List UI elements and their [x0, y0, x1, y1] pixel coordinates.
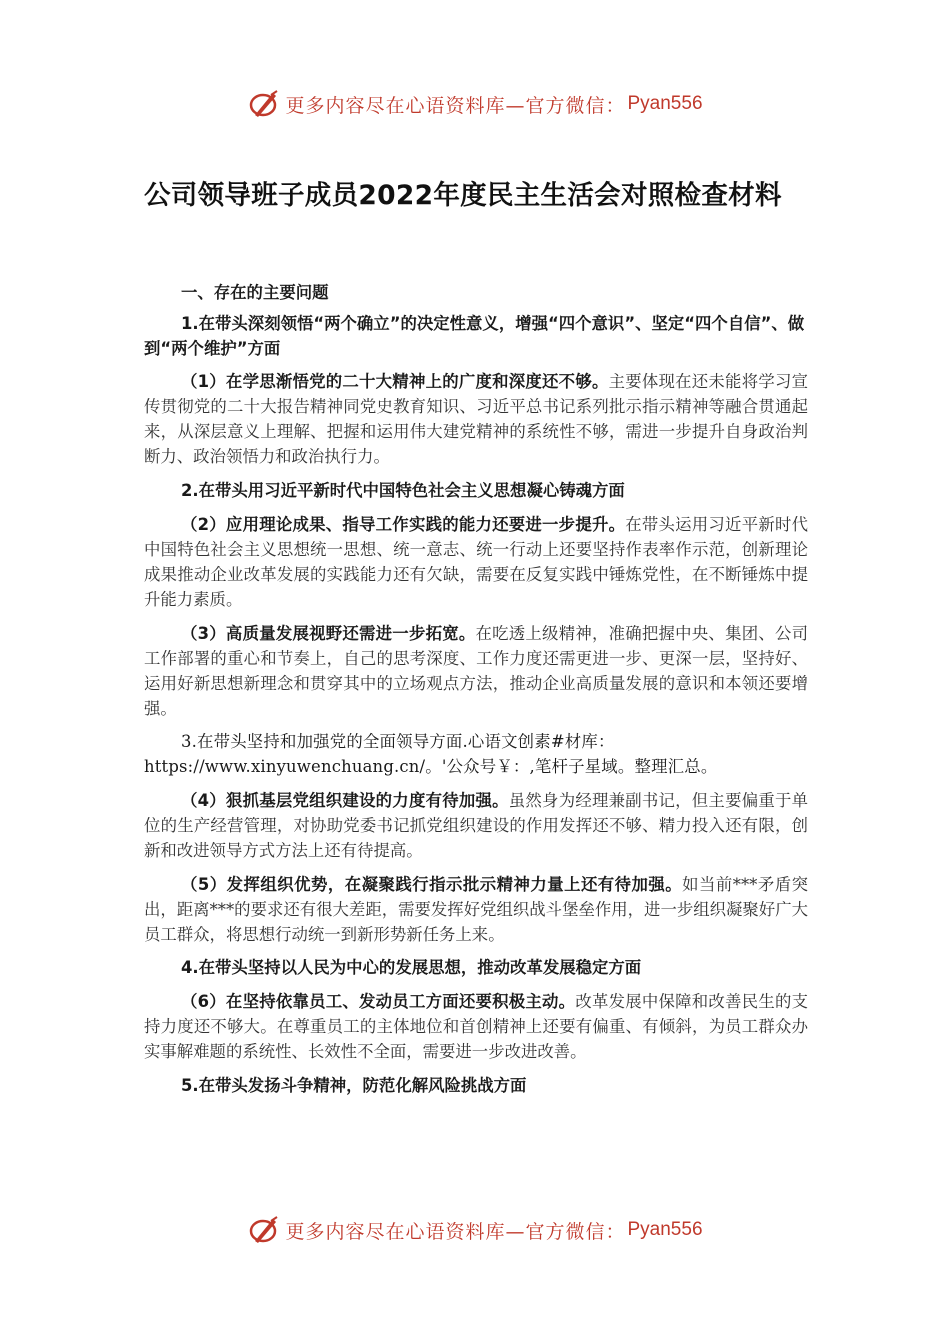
- paragraph-6-body: 改革发展中保障和改善民生的支持力度还不够大。在尊重员工的主体地位和首创精神上还要有偏重、有倾斜，为员工群众办实事解难题的系统性、长效性不全面，需要进一步改进改善。: [144, 992, 809, 1061]
- paragraph-3-lead: （3）高质量发展视野还需进一步拓宽。: [181, 624, 476, 643]
- paragraph-3-body: 在吃透上级精神，准确把握中央、集团、公司工作部署的重心和节奏上，自己的思考深度、工作力度还需更进一步、更深一层，坚持好、运用好新思想新理念和贯穿其中的立场观点方法，推动企业高质量发展的意识和本领还要增强。: [144, 624, 809, 718]
- paragraph-4-lead: （4）狠抓基层党组织建设的力度有待加强。: [181, 791, 509, 810]
- banner-handle: Pyan556: [627, 1219, 703, 1240]
- section-heading: 一、存在的主要问题: [181, 283, 329, 302]
- document-body: [144, 280, 808, 1098]
- paragraph-5: [144, 872, 808, 947]
- item-2-heading: 2.在带头用习近平新时代中国特色社会主义思想凝心铸魂方面: [181, 481, 625, 500]
- paragraph-1-body: 主要体现在还未能将学习宣传贯彻党的二十大报告精神同党史教育知识、习近平总书记系列批示指示精神等融合贯通起来，从深层意义上理解、把握和运用伟大建党精神的系统性不够，需进一步提升自身政治判断力、政治领悟力和政治执行力。: [144, 372, 808, 466]
- paragraph-5-body: 如当前***矛盾突出，距离***的要求还有很大差距，需要发挥好党组织战斗堡垒作用，进一步组织凝聚好广大员工群众，将思想行动统一到新形势新任务上来。: [144, 875, 808, 944]
- paragraph-4-body: 虽然身为经理兼副书记，但主要偏重于单位的生产经营管理，对协助党委书记抓党组织建设的作用发挥还不够、精力投入还有限，创新和改进领导方式方法上还有待提高。: [144, 791, 809, 860]
- item-4-heading: 4.在带头坚持以人民为中心的发展思想，推动改革发展稳定方面: [181, 958, 642, 977]
- paragraph-6-lead: （6）在坚持依靠员工、发动员工方面还要积极主动。: [181, 992, 576, 1011]
- banner-text: 更多内容尽在心语资料库—官方微信：: [285, 1220, 626, 1243]
- banner-text: 更多内容尽在心语资料库—官方微信：: [285, 94, 626, 117]
- quill-pen-logo-icon: [247, 1213, 281, 1247]
- paragraph-2-lead: （2）应用理论成果、指导工作实践的能力还要进一步提升。: [181, 515, 626, 534]
- item-1-heading: 1.在带头深刻领悟“两个确立”的决定性意义，增强“四个意识”、坚定“四个自信”、做到“两个维护”方面: [144, 314, 805, 358]
- header-watermark-banner: [0, 84, 950, 124]
- paragraph-2-body: 在带头运用习近平新时代中国特色社会主义思想统一思想、统一意志、统一行动上还要坚持作表率作示范，创新理论成果推动企业改革发展的实践能力还有欠缺，需要在反复实践中锤炼党性，在不断锤炼中提升能力素质。: [144, 515, 809, 609]
- paragraph-5-lead: （5）发挥组织优势，在凝聚践行指示批示精神力量上还有待加强。: [181, 875, 683, 894]
- item-5-heading: 5.在带头发扬斗争精神，防范化解风险挑战方面: [181, 1076, 527, 1095]
- quill-pen-logo-icon: [247, 87, 281, 121]
- paragraph-4: [144, 788, 808, 863]
- paragraph-2: [144, 512, 808, 612]
- paragraph-3: [144, 621, 808, 721]
- footer-watermark-banner: [0, 1210, 950, 1250]
- paragraph-1: [144, 369, 808, 469]
- item-3-heading: 3.在带头坚持和加强党的全面领导方面.心语文创素#材库：https://www.xinyuwenchuang.cn/。'公众号￥：,笔杆子星域。整理汇总。: [144, 732, 718, 776]
- paragraph-1-lead: （1）在学思渐悟党的二十大精神上的广度和深度还不够。: [181, 372, 609, 391]
- banner-handle: Pyan556: [627, 93, 703, 114]
- paragraph-6: [144, 989, 808, 1064]
- document-title: 公司领导班子成员2022年度民主生活会对照检查材料: [144, 180, 782, 211]
